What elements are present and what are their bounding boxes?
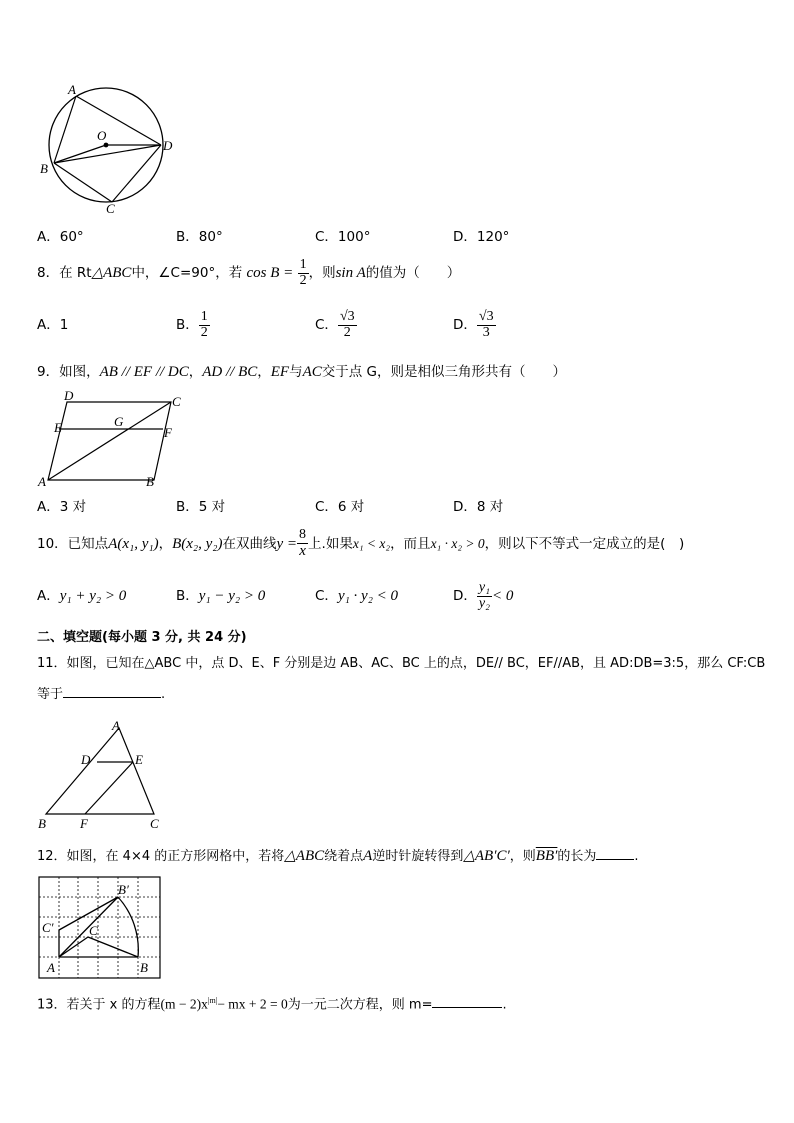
label-o: O [97, 128, 107, 143]
q10-mid2: ，而且 [390, 536, 431, 552]
q12-mid2: 逆时针旋转得到 [372, 849, 464, 864]
q10-option-b-expr: y₁ − y₂ > 0 [198, 588, 266, 604]
q12-answer-blank[interactable] [596, 859, 634, 860]
q10-option-a-prefix: A． [37, 588, 60, 604]
q13-mid: 为一元二次方程，则 m= [287, 997, 433, 1013]
q11-line2-text: 等于 [37, 687, 64, 702]
q12-stem [37, 849, 639, 864]
segment-cb [88, 937, 138, 957]
q10-option-d-num: y₁ [478, 579, 490, 595]
q10-mid: 上.如果 [308, 536, 353, 552]
q12-grid-figure [38, 876, 162, 980]
q9-ac: AC [302, 364, 322, 380]
q9-cond2: AD // BC [202, 364, 258, 380]
q9-sep: ， [188, 364, 203, 380]
q10-eq: y = [276, 536, 298, 552]
q8-option-b-prefix: B． [176, 317, 199, 333]
q8-prefix: 8．在 Rt [37, 265, 92, 282]
q10-prefix: 10．已知点 [37, 536, 109, 552]
q8-frac-num: 1 [299, 257, 307, 272]
q11-answer-blank[interactable] [63, 697, 161, 698]
q8-triangle: △ABC [91, 265, 132, 282]
chord-ad [76, 96, 161, 145]
label-a: A [38, 474, 46, 488]
q8-option-a: A．1 [37, 317, 69, 333]
q10-option-b [176, 589, 265, 604]
q8-cos: cos B = [246, 265, 294, 282]
q9-cond1: AB // EF // DC [99, 364, 189, 380]
arc-bbp [118, 897, 138, 957]
q13-end: . [502, 997, 507, 1013]
radius-ob [54, 145, 106, 163]
label-b: B [40, 161, 48, 176]
q8-sin: sin A [335, 265, 366, 282]
label-a: A [47, 960, 55, 975]
q10-option-d-tail: < 0 [492, 588, 514, 604]
q13-answer-blank[interactable] [432, 1007, 502, 1008]
q12-end: . [634, 849, 639, 864]
label-a: A [68, 82, 76, 97]
q10-option-d-den: y₂ [478, 595, 490, 611]
q8-option-d-num: √3 [478, 308, 494, 324]
q8-option-b-den: 2 [200, 324, 208, 340]
q8-option-c-num: √3 [339, 308, 355, 324]
label-f: F [80, 816, 88, 830]
q7-option-d: D．120° [453, 229, 510, 245]
q9-sep2: ， [257, 364, 271, 380]
q8-option-b-num: 1 [200, 308, 208, 324]
label-cp: C′ [42, 920, 54, 935]
q8-option-d-frac [477, 310, 496, 340]
label-c: C [172, 394, 181, 409]
q10-option-c [315, 589, 398, 604]
triangle-abc [46, 728, 154, 814]
q12-mid3: ，则 [509, 849, 536, 864]
q12-triangle-abc: △ABC [284, 848, 325, 864]
q10-tail: ，则以下不等式一定成立的是( ) [484, 536, 685, 552]
q10-point-a: A(x₁, y₁) [108, 536, 159, 552]
q8-stem [37, 258, 460, 288]
label-d: D [163, 138, 173, 153]
q9-tail: 交于点 G，则是相似三角形共有（ ） [321, 364, 567, 380]
q10-option-c-prefix: C． [315, 588, 338, 604]
chord-bd [54, 145, 161, 163]
q10-option-b-prefix: B． [176, 588, 199, 604]
q8-option-d [453, 309, 496, 341]
q9-option-b: B．5 对 [176, 499, 226, 515]
q7-circle-figure [30, 78, 180, 216]
label-d: D [81, 752, 91, 767]
q8-option-d-den: 3 [482, 324, 490, 340]
q8-option-c-frac [338, 310, 357, 340]
label-f: F [164, 425, 172, 440]
label-e: E [54, 420, 62, 435]
q13-eq-end: − mx + 2 = 0 [217, 996, 288, 1012]
label-c: C [89, 923, 98, 938]
q8-mid: 中，∠C=90°，若 [131, 265, 243, 282]
label-b: B [146, 474, 154, 488]
q8-option-b-frac [199, 310, 210, 340]
q7-option-c: C．100° [315, 229, 371, 245]
q8-option-c [315, 309, 357, 341]
q13-eq-start: (m − 2)x [160, 996, 208, 1012]
label-bp: B′ [118, 882, 129, 897]
diagonal-ac [48, 402, 171, 480]
q9-ef: EF [270, 364, 290, 380]
q13-prefix: 13．若关于 x 的方程 [37, 997, 161, 1013]
q8-fraction [298, 258, 309, 288]
q11-triangle-figure [34, 718, 169, 830]
q8-option-c-prefix: C． [315, 317, 338, 333]
segment-ac [59, 937, 88, 957]
q10-cond2: x₁ · x₂ > 0 [430, 536, 485, 551]
label-c: C [106, 201, 115, 216]
label-d: D [64, 388, 74, 403]
q9-option-c: C．6 对 [315, 499, 365, 515]
q9-option-d: D．8 对 [453, 499, 504, 515]
q12-triangle-abpcp: △AB′C′ [463, 848, 510, 864]
q10-frac-num: 8 [299, 527, 307, 543]
q9-option-a: A．3 对 [37, 499, 87, 515]
q9-mid: 与 [289, 364, 303, 380]
q13-stem [37, 997, 507, 1011]
q13-exponent: |m| [207, 996, 218, 1005]
label-b: B [38, 816, 46, 830]
segment-ef [85, 762, 133, 814]
q11-stem-line1: 11．如图，已知在△ABC 中，点 D、E、F 分别是边 AB、AC、BC 上的点，DE// BC，EF//AB，且 AD:DB=3:5，那么 CF:CB [37, 656, 766, 671]
q8-tail: 的值为（ ） [365, 265, 461, 282]
label-c: C [150, 816, 159, 830]
q10-option-a [37, 589, 126, 604]
label-e: E [135, 752, 143, 767]
q12-arc-bbp: BB′ [535, 848, 558, 864]
q8-option-d-prefix: D． [453, 317, 477, 333]
q10-frac-den: x [299, 542, 306, 559]
label-b: B [140, 960, 148, 975]
q10-option-d-frac [477, 581, 492, 611]
q8-frac-den: 2 [299, 272, 307, 288]
q10-option-d [453, 578, 513, 614]
q8-after: ，则 [308, 265, 336, 282]
q7-option-b: B．80° [176, 229, 223, 245]
q10-comma: ， [158, 536, 173, 552]
label-g: G [114, 414, 124, 429]
q7-option-a: A．60° [37, 229, 84, 245]
q12-prefix: 12．如图，在 4×4 的正方形网格中，若将 [37, 849, 285, 864]
q9-stem [37, 365, 566, 380]
q10-option-d-prefix: D． [453, 588, 477, 604]
q11-stem-line2 [37, 688, 165, 701]
q10-stem [37, 528, 684, 560]
q10-on: 在双曲线 [222, 536, 277, 552]
section-heading: 二、填空题(每小题 3 分, 共 24 分) [37, 630, 247, 645]
center-dot [104, 143, 109, 148]
q8-option-b [176, 309, 210, 341]
q8-option-c-den: 2 [343, 324, 351, 340]
q10-point-b: B(x₂, y₂) [172, 536, 223, 552]
q12-mid: 绕着点 [324, 849, 364, 864]
q9-prefix: 9．如图， [37, 364, 100, 380]
q10-fraction [297, 528, 308, 559]
q10-cond1: x₁ < x₂ [352, 536, 391, 551]
q11-tail: . [161, 687, 166, 702]
label-a: A [112, 718, 120, 733]
q10-option-a-expr: y₁ + y₂ > 0 [59, 588, 127, 604]
q10-option-c-expr: y₁ · y₂ < 0 [337, 588, 399, 604]
q12-tail: 的长为 [557, 849, 597, 864]
q9-parallelogram-figure [32, 388, 192, 488]
q12-point-a: A [363, 848, 373, 864]
